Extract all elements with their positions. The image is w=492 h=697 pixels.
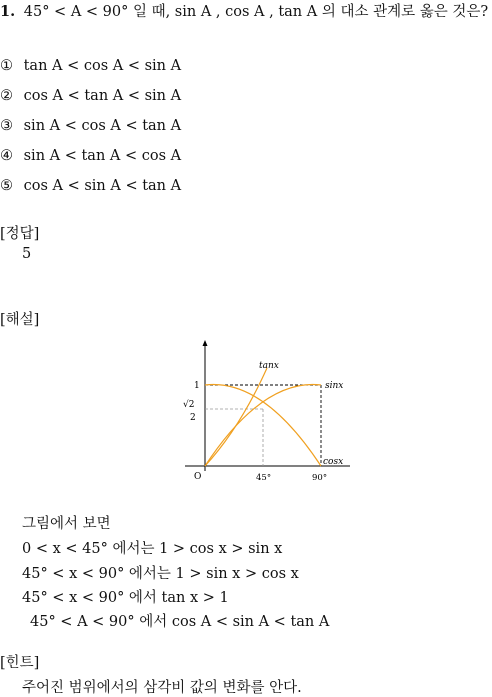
question-number: 1. — [0, 3, 16, 20]
sin-label: sinx — [325, 381, 344, 391]
explanation-line-2: 0 < x < 45° 에서는 1 > cos x > sin x — [22, 541, 283, 557]
choice-marker: ④ — [0, 148, 13, 164]
explanation-label: [해설] — [0, 312, 40, 328]
x90-label: 90° — [312, 473, 328, 483]
choice-marker: ① — [0, 58, 13, 74]
question — [0, 0, 488, 21]
choice-3[interactable] — [0, 118, 181, 134]
choice-text: sin A < tan A < cos A — [23, 148, 182, 164]
hint-label: [힌트] — [0, 655, 40, 671]
choice-4[interactable] — [0, 148, 181, 164]
choice-marker: ⑤ — [0, 178, 13, 194]
trig-graph — [180, 338, 355, 488]
choice-text: tan A < cos A < sin A — [23, 58, 182, 74]
choice-marker: ② — [0, 88, 13, 104]
choice-text: cos A < sin A < tan A — [23, 178, 182, 194]
choice-marker: ③ — [0, 118, 13, 134]
answer-label: [정답] — [0, 226, 40, 242]
choice-text: sin A < cos A < tan A — [23, 118, 182, 134]
x45-label: 45° — [256, 473, 272, 483]
question-text: 45° < A < 90° 일 때, sin A , cos A , tan A 의 대소 관계로 옳은 것은? — [23, 4, 489, 20]
explanation-line-5: 45° < A < 90° 에서 cos A < sin A < tan A — [30, 614, 330, 630]
tan-curve — [205, 368, 267, 466]
y-one-label: 1 — [194, 381, 200, 391]
tan-label: tanx — [259, 361, 279, 371]
two-label: 2 — [190, 413, 196, 423]
choice-2[interactable] — [0, 88, 181, 104]
explanation-line-3: 45° < x < 90° 에서는 1 > sin x > cos x — [22, 566, 299, 582]
root2-label: √2 — [183, 400, 195, 410]
origin-label: O — [194, 472, 202, 482]
answer-value: 5 — [22, 246, 32, 262]
explanation-line-1: 그림에서 보면 — [22, 516, 111, 532]
choice-1[interactable] — [0, 58, 181, 74]
y-axis-arrow-icon — [203, 340, 208, 346]
choice-text: cos A < tan A < sin A — [23, 88, 182, 104]
cos-label: cosx — [323, 457, 344, 467]
hint-text: 주어진 범위에서의 삼각비 값의 변화를 안다. — [22, 680, 302, 696]
explanation-line-4: 45° < x < 90° 에서 tan x > 1 — [22, 590, 229, 606]
choice-5[interactable] — [0, 178, 181, 194]
